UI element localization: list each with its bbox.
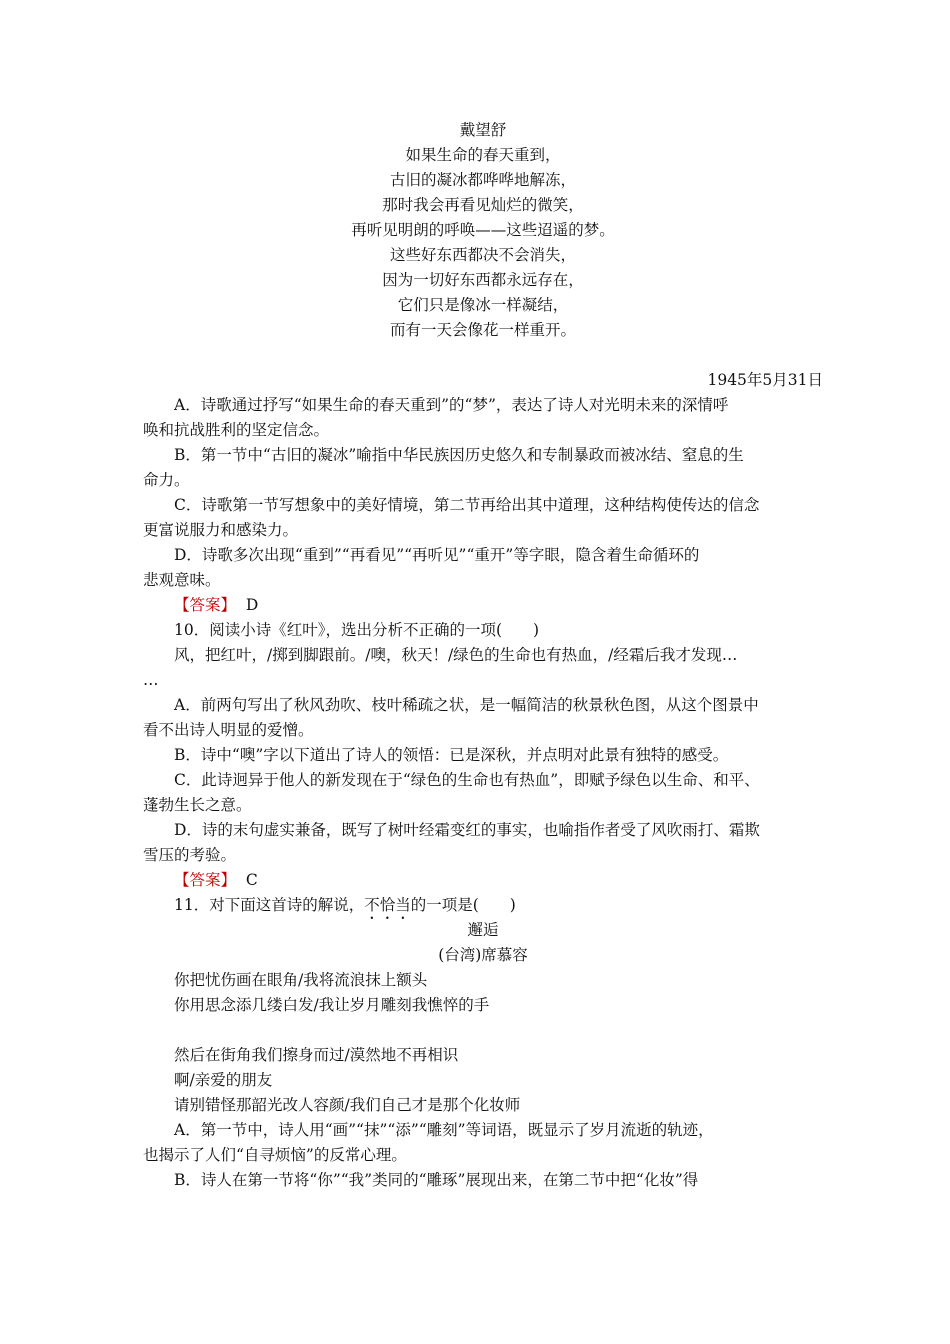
poem-line: 如果生命的春天重到， bbox=[405, 146, 561, 164]
option-d: D．诗的末句虚实兼备，既写了树叶经霜变红的事实，也喻指作者受了风吹雨打、霜欺 bbox=[174, 821, 760, 839]
poem-line: 古旧的凝冰都哗哗地解冻， bbox=[389, 171, 576, 189]
option-c-cont: 更富说服力和感染力。 bbox=[143, 521, 299, 539]
option-b: B．诗中“噢”字以下道出了诗人的领悟：已是深秋，并点明对此景有独特的感受。 bbox=[174, 746, 729, 764]
poem-line: 再听见明朗的呼唤——这些迢遥的梦。 bbox=[351, 221, 615, 239]
blank-line bbox=[143, 1018, 823, 1043]
poem-line: 你把忧伤画在眼角/我将流浪抹上额头 bbox=[174, 971, 428, 989]
poem-line: 那时我会再看见灿烂的微笑， bbox=[382, 196, 584, 214]
poem-text-cont: … bbox=[143, 671, 159, 689]
poem-line: 啊/亲爱的朋友 bbox=[174, 1071, 273, 1089]
document-content bbox=[143, 118, 823, 1193]
option-a: A．第一节中，诗人用“画”“抹”“添”“雕刻”等词语，既显示了岁月流逝的轨迹， bbox=[174, 1121, 714, 1139]
option-d-cont: 悲观意味。 bbox=[143, 571, 221, 589]
option-a-cont: 看不出诗人明显的爱憎。 bbox=[143, 721, 314, 739]
answer-label: 【答案】 bbox=[174, 596, 237, 614]
option-c: C．诗歌第一节写想象中的美好情境，第二节再给出其中道理，这种结构使传达的信念 bbox=[174, 496, 760, 514]
poem-line: 然后在街角我们擦身而过/漠然地不再相识 bbox=[174, 1046, 459, 1064]
poem-line: 你用思念添几缕白发/我让岁月雕刻我憔悴的手 bbox=[174, 996, 490, 1014]
poem-author: (台湾)席慕容 bbox=[438, 946, 528, 964]
poem-line: 这些好东西都决不会消失， bbox=[389, 246, 576, 264]
poem-line: 请别错怪那韶光改人容颜/我们自己才是那个化妆师 bbox=[174, 1096, 521, 1114]
poem-line: 因为一切好东西都永远存在， bbox=[382, 271, 584, 289]
option-a: A．诗歌通过抒写“如果生命的春天重到”的“梦”，表达了诗人对光明未来的深情呼 bbox=[174, 396, 729, 414]
stem-text-end: 的一项是( ) bbox=[410, 896, 516, 914]
answer-row bbox=[143, 593, 823, 618]
question-stem: 10．阅读小诗《红叶》，选出分析不正确的一项( ) bbox=[174, 621, 540, 639]
option-b: B．第一节中“古旧的凝冰”喻指中华民族因历史悠久和专制暴政而被冰结、窒息的生 bbox=[174, 446, 744, 464]
option-a: A．前两句写出了秋风劲吹、枝叶稀疏之状，是一幅简洁的秋景秋色图，从这个图景中 bbox=[174, 696, 759, 714]
option-b: B．诗人在第一节将“你”“我”类同的“雕琢”展现出来，在第二节中把“化妆”得 bbox=[174, 1171, 699, 1189]
poem-author: 戴望舒 bbox=[459, 121, 507, 139]
option-d: D．诗歌多次出现“重到”“再看见”“再听见”“重开”等字眼，隐含着生命循环的 bbox=[174, 546, 700, 564]
option-d-cont: 雪压的考验。 bbox=[143, 846, 237, 864]
option-c: C．此诗迥异于他人的新发现在于“绿色的生命也有热血”，即赋予绿色以生命、和平、 bbox=[174, 771, 760, 789]
answer-value: D bbox=[245, 596, 259, 614]
poem-line: 它们只是像冰一样凝结， bbox=[397, 296, 569, 314]
stem-text: 11．对下面这首诗的解说， bbox=[174, 896, 365, 914]
poem-line: 而有一天会像花一样重开。 bbox=[389, 321, 576, 339]
poem-title: 邂逅 bbox=[467, 921, 499, 939]
question-stem bbox=[143, 893, 823, 918]
poem-text: 风，把红叶，/掷到脚跟前。/噢，秋天！/绿色的生命也有热血，/经霜后我才发现… bbox=[174, 646, 738, 664]
option-a-cont: 唤和抗战胜利的坚定信念。 bbox=[143, 421, 330, 439]
poem-date: 1945年5月31日 bbox=[707, 371, 823, 389]
blank-line bbox=[143, 343, 823, 368]
option-c-cont: 蓬勃生长之意。 bbox=[143, 796, 252, 814]
option-b-cont: 命力。 bbox=[143, 471, 190, 489]
answer-label: 【答案】 bbox=[174, 871, 237, 889]
answer-row bbox=[143, 868, 823, 893]
stem-emphasis: 不恰当 bbox=[364, 896, 411, 914]
answer-value: C bbox=[245, 871, 258, 889]
option-a-cont: 也揭示了人们“自寻烦恼”的反常心理。 bbox=[143, 1146, 407, 1164]
